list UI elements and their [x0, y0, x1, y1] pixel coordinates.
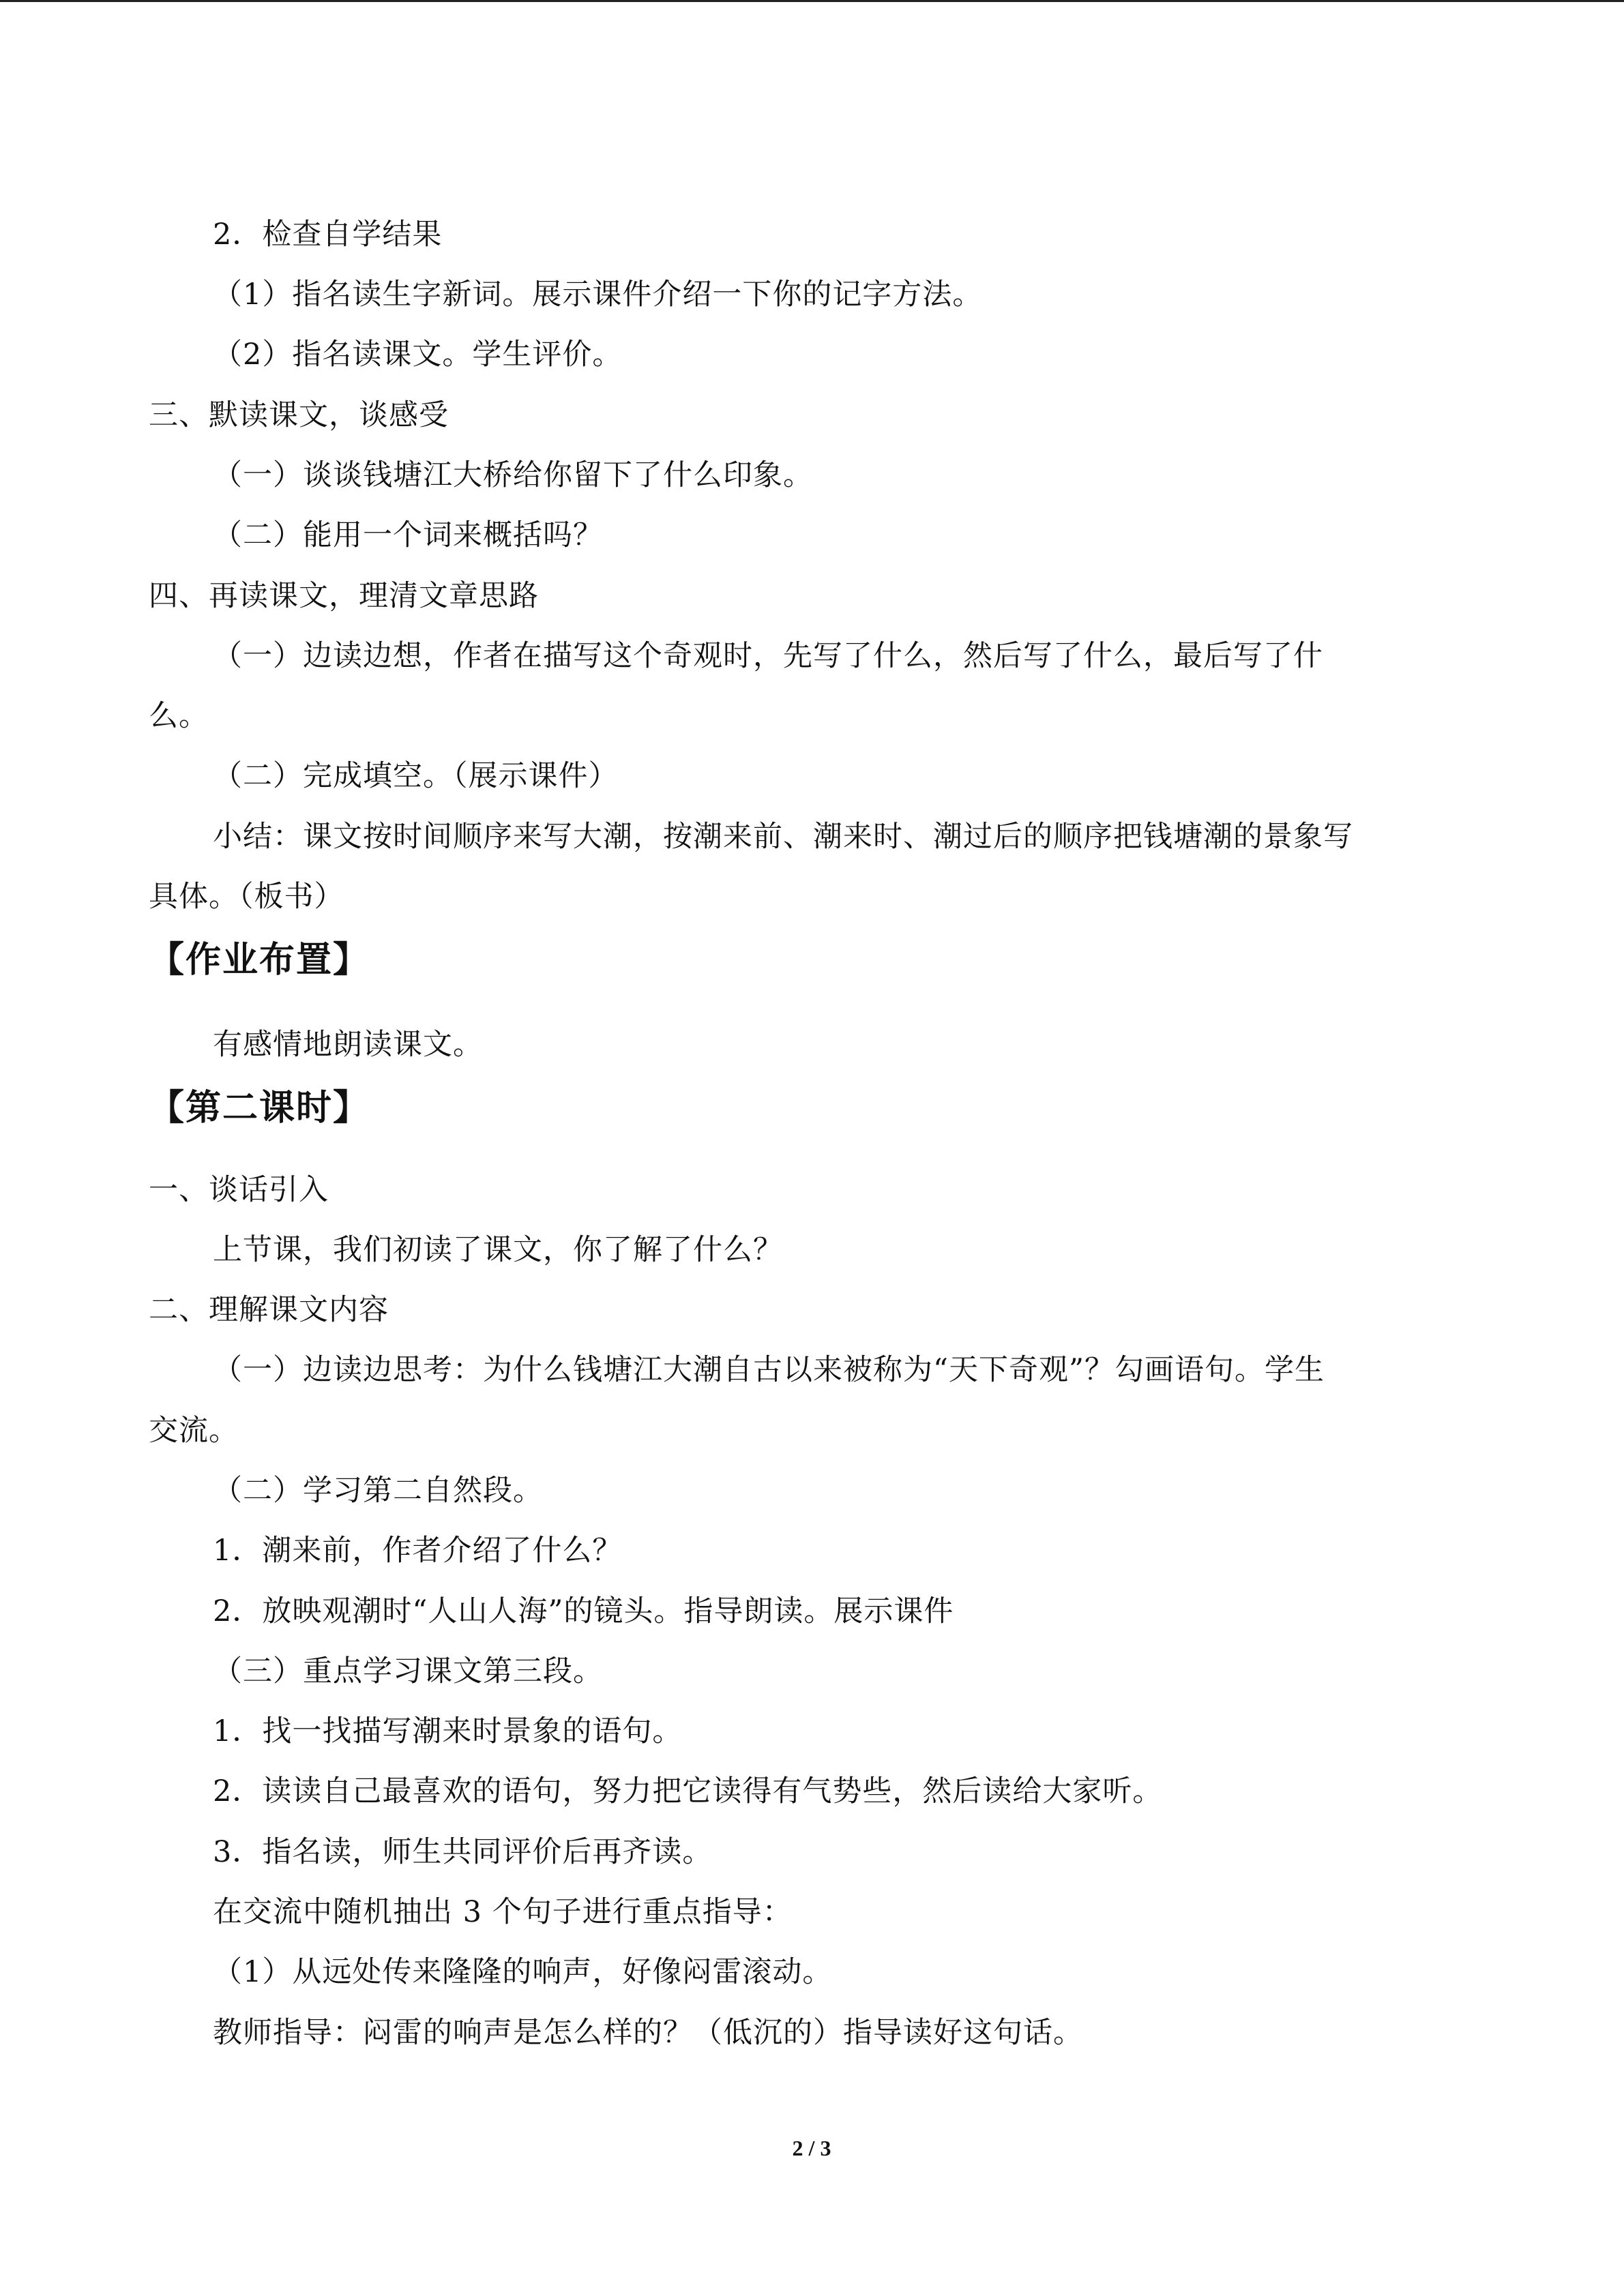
text-line: 3．指名读，师生共同评价后再齐读。 [213, 1835, 713, 1869]
text-line: （1）从远处传来隆隆的响声，好像闷雷滚动。 [213, 1955, 833, 1989]
section-title: 三、默读课文，谈感受 [149, 398, 449, 432]
text-line: （二）完成填空。（展示课件） [213, 759, 619, 793]
text-line: （三）重点学习课文第三段。 [213, 1654, 603, 1688]
text-line: 上节课，我们初读了课文，你了解了什么？ [213, 1233, 783, 1267]
text-line: 教师指导：闷雷的响声是怎么样的？（低沉的）指导读好这句话。 [213, 2016, 1083, 2050]
text-line: （一）边读边想，作者在描写这个奇观时，先写了什么，然后写了什么，最后写了什 [213, 639, 1323, 673]
section-title: 四、再读课文，理清文章思路 [149, 579, 539, 613]
text-line: （二）学习第二自然段。 [213, 1474, 543, 1508]
section-title: 二、理解课文内容 [149, 1293, 389, 1327]
page-number: 2 / 3 [792, 2136, 831, 2160]
text-line: （一）边读边思考：为什么钱塘江大潮自古以来被称为“天下奇观”？勾画语句。学生 [213, 1353, 1325, 1387]
text-line: 具体。（板书） [149, 880, 344, 914]
heading-second-lesson: 【第二课时】 [149, 1087, 370, 1129]
text-line: 2．放映观潮时“人山人海”的镜头。指导朗读。展示课件 [213, 1594, 954, 1628]
text-line: 小结：课文按时间顺序来写大潮，按潮来前、潮来时、潮过后的顺序把钱塘潮的景象写 [213, 820, 1353, 854]
section-title: 一、谈话引入 [149, 1173, 329, 1207]
text-line: 1．找一找描写潮来时景象的语句。 [213, 1714, 683, 1748]
text-line: 交流。 [149, 1414, 239, 1448]
text-line: 有感情地朗读课文。 [213, 1028, 483, 1062]
text-line: 2．读读自己最喜欢的语句，努力把它读得有气势些，然后读给大家听。 [213, 1774, 1163, 1808]
text-line: （2）指名读课文。学生评价。 [213, 338, 623, 372]
text-line: 1．潮来前，作者介绍了什么？ [213, 1534, 623, 1568]
text-line: （二）能用一个词来概括吗？ [213, 518, 603, 552]
text-line: （1）指名读生字新词。展示课件介绍一下你的记字方法。 [213, 278, 983, 312]
text-line: 在交流中随机抽出 3 个句子进行重点指导： [213, 1895, 793, 1929]
text-line: 么。 [149, 699, 209, 733]
text-line: （一）谈谈钱塘江大桥给你留下了什么印象。 [213, 458, 813, 492]
text-line: 2．检查自学结果 [213, 218, 443, 252]
heading-homework: 【作业布置】 [149, 939, 370, 981]
top-border-line [0, 0, 1624, 2]
